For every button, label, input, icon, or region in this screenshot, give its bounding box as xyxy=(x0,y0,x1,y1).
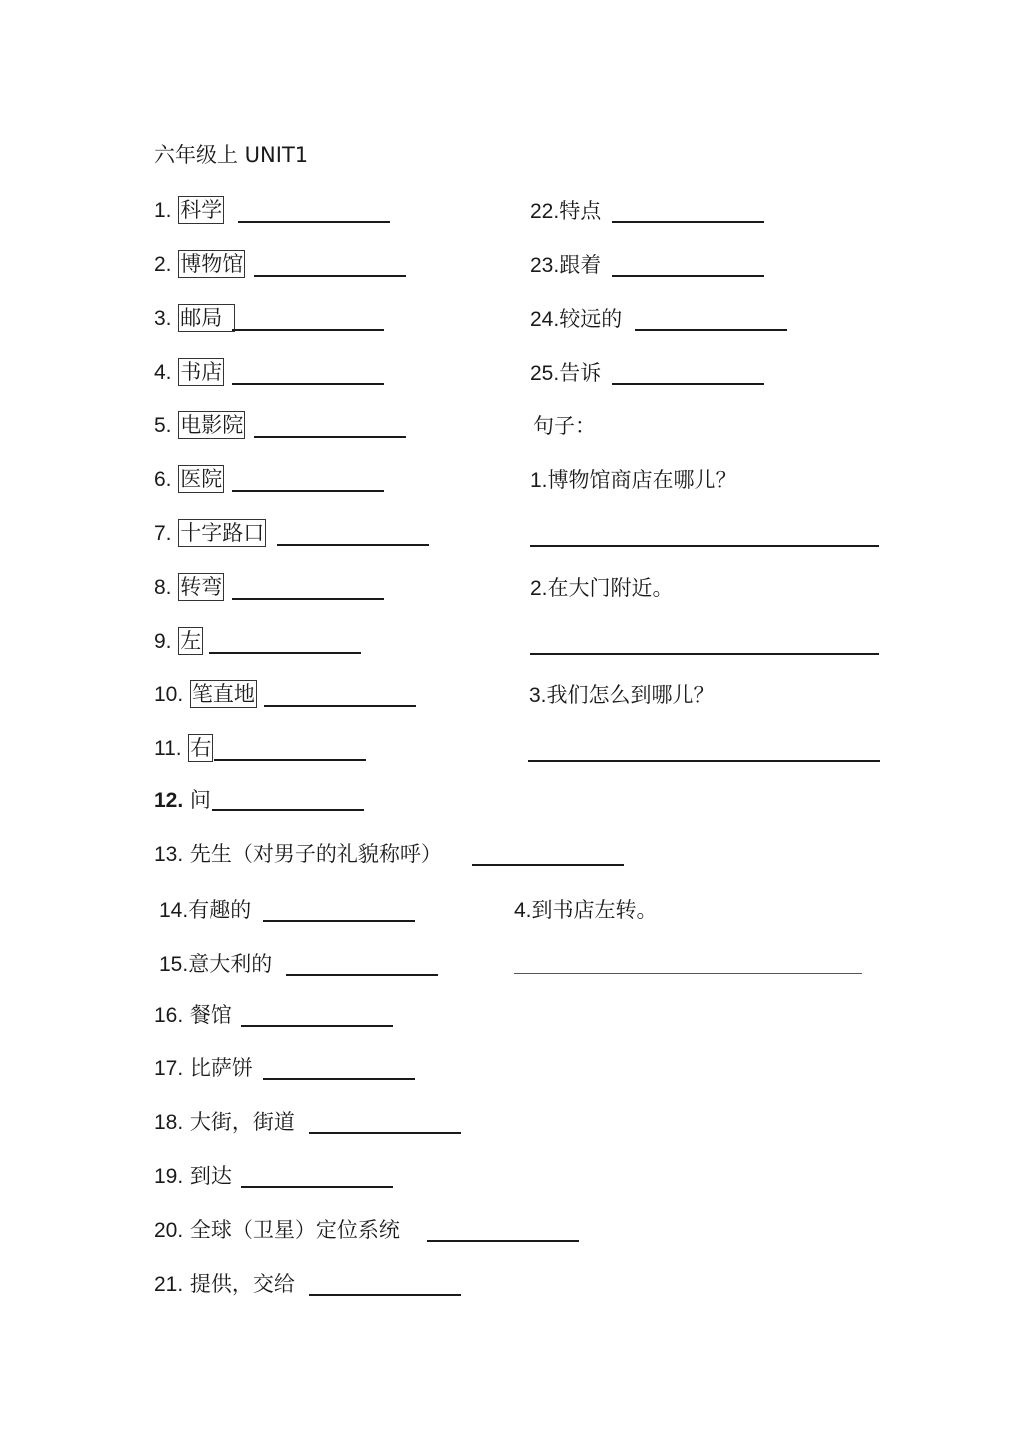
list-item: 14.有趣的 xyxy=(159,898,252,922)
section-heading: 句子： xyxy=(533,414,596,438)
list-item: 2. 博物馆 xyxy=(154,252,244,276)
list-item: 4. 书店 xyxy=(154,360,223,384)
sentence-item: 4.到书店左转。 xyxy=(514,898,658,922)
answer-line[interactable] xyxy=(472,864,624,866)
list-item: 1. 科学 xyxy=(154,198,223,222)
answer-line[interactable] xyxy=(612,221,764,223)
list-item: 17. 比萨饼 xyxy=(154,1056,253,1080)
list-item: 10. 笔直地 xyxy=(154,682,255,706)
list-item: 6. 医院 xyxy=(154,467,223,491)
sentence-item: 1.博物馆商店在哪儿？ xyxy=(530,468,737,492)
sentence-item: 2.在大门附近。 xyxy=(530,576,674,600)
list-item: 18. 大街，街道 xyxy=(154,1110,295,1134)
answer-line[interactable] xyxy=(254,436,406,438)
answer-line[interactable] xyxy=(286,974,438,976)
answer-line[interactable] xyxy=(530,653,879,655)
list-item: 12. 问 xyxy=(154,788,211,812)
list-item: 7. 十字路口 xyxy=(154,521,265,545)
list-item: 8. 转弯 xyxy=(154,575,223,599)
list-item: 22.特点 xyxy=(530,199,602,223)
answer-line[interactable] xyxy=(530,545,879,547)
list-item: 3. 邮局 xyxy=(154,304,235,332)
answer-line[interactable] xyxy=(514,973,862,974)
answer-line[interactable] xyxy=(635,329,787,331)
list-item: 5. 电影院 xyxy=(154,413,244,437)
list-item: 13. 先生（对男子的礼貌称呼） xyxy=(154,842,442,866)
answer-line[interactable] xyxy=(232,598,384,600)
answer-line[interactable] xyxy=(309,1294,461,1296)
list-item: 21. 提供，交给 xyxy=(154,1272,295,1296)
answer-line[interactable] xyxy=(264,705,416,707)
answer-line[interactable] xyxy=(232,490,384,492)
answer-line[interactable] xyxy=(263,1078,415,1080)
list-item: 20. 全球（卫星）定位系统 xyxy=(154,1218,400,1242)
answer-line[interactable] xyxy=(309,1132,461,1134)
answer-line[interactable] xyxy=(263,920,415,922)
answer-line[interactable] xyxy=(232,329,384,331)
answer-line[interactable] xyxy=(232,383,384,385)
sentence-item: 3.我们怎么到哪儿？ xyxy=(529,683,715,707)
list-item: 15.意大利的 xyxy=(159,952,273,976)
answer-line[interactable] xyxy=(528,760,880,762)
answer-line[interactable] xyxy=(209,652,361,654)
answer-line[interactable] xyxy=(212,809,364,811)
answer-line[interactable] xyxy=(254,275,406,277)
list-item: 23.跟着 xyxy=(530,253,602,277)
list-item: 24.较远的 xyxy=(530,307,623,331)
answer-line[interactable] xyxy=(238,221,390,223)
answer-line[interactable] xyxy=(277,544,429,546)
answer-line[interactable] xyxy=(612,275,764,277)
answer-line[interactable] xyxy=(214,759,366,761)
list-item: 16. 餐馆 xyxy=(154,1003,232,1027)
answer-line[interactable] xyxy=(427,1240,579,1242)
answer-line[interactable] xyxy=(241,1025,393,1027)
list-item: 19. 到达 xyxy=(154,1164,232,1188)
list-item: 11. 右 xyxy=(154,736,212,760)
list-item: 9. 左 xyxy=(154,629,202,653)
answer-line[interactable] xyxy=(612,383,764,385)
answer-line[interactable] xyxy=(241,1186,393,1188)
list-item: 25.告诉 xyxy=(530,361,602,385)
page-title: 六年级上 UNIT1 xyxy=(154,143,309,167)
